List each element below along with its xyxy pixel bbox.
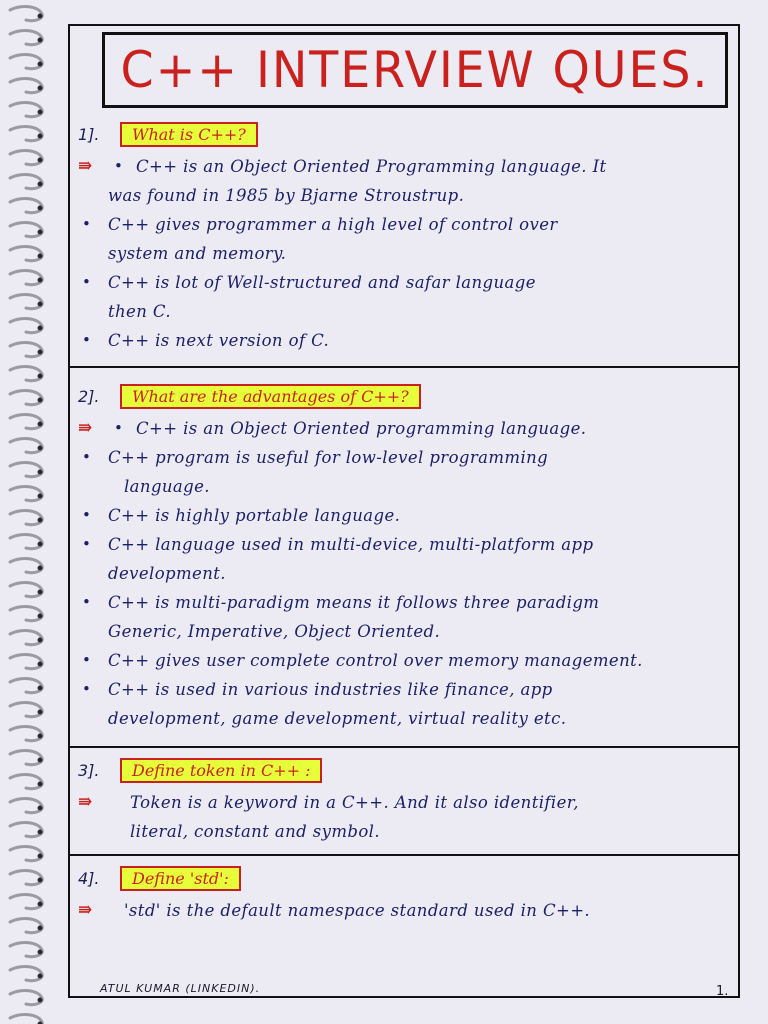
- spiral-hole: [38, 638, 43, 643]
- arrow-icon: ⇛: [78, 418, 93, 438]
- bullet-icon: •: [82, 331, 92, 349]
- spiral-ring: [10, 631, 42, 645]
- spiral-ring: [10, 1015, 42, 1024]
- spiral-ring: [10, 439, 42, 453]
- bullet-icon: •: [82, 506, 92, 524]
- question-number: 3].: [78, 760, 100, 780]
- spiral-hole: [38, 662, 43, 667]
- answer-line: • C++ gives user complete control over memory management.: [78, 646, 736, 675]
- spiral-hole: [38, 14, 43, 19]
- spiral-ring: [10, 7, 42, 21]
- spiral-ring: [10, 823, 42, 837]
- spiral-ring: [10, 247, 42, 261]
- spiral-ring: [10, 703, 42, 717]
- question-section-4: [78, 864, 736, 925]
- answer-line: • C++ is used in various industries like finance, app: [78, 675, 736, 704]
- answer-line: development.: [108, 564, 226, 583]
- spiral-ring: [10, 367, 42, 381]
- spiral-ring: [10, 583, 42, 597]
- spiral-hole: [38, 230, 43, 235]
- answer-line: • C++ is highly portable language.: [78, 501, 736, 530]
- spiral-hole: [38, 494, 43, 499]
- answer-line: ⇛ • C++ is an Object Oriented Programming language. It: [78, 152, 736, 181]
- answer-line: Generic, Imperative, Object Oriented.: [108, 622, 441, 641]
- bullet-icon: •: [82, 535, 92, 553]
- question-heading: [78, 382, 736, 410]
- bullet-icon: •: [82, 448, 92, 466]
- spiral-hole: [38, 302, 43, 307]
- spiral-ring: [10, 871, 42, 885]
- spiral-ring: [10, 727, 42, 741]
- spiral-hole: [38, 590, 43, 595]
- section-divider: [68, 746, 740, 748]
- spiral-ring: [10, 127, 42, 141]
- spiral-ring: [10, 343, 42, 357]
- spiral-hole: [38, 878, 43, 883]
- spiral-hole: [38, 998, 43, 1003]
- spiral-hole: [38, 422, 43, 427]
- spiral-ring: [10, 319, 42, 333]
- spiral-hole: [38, 830, 43, 835]
- spiral-hole: [38, 734, 43, 739]
- title-box: [102, 32, 728, 108]
- spiral-ring: [10, 511, 42, 525]
- question-number: 2].: [78, 386, 100, 406]
- question-heading: [78, 756, 736, 784]
- spiral-ring: [10, 895, 42, 909]
- spiral-ring: [10, 175, 42, 189]
- answer-line: ⇛ 'std' is the default namespace standard used in C++.: [78, 896, 736, 925]
- bullet-icon: •: [82, 273, 92, 291]
- spiral-hole: [38, 206, 43, 211]
- spiral-hole: [38, 782, 43, 787]
- spiral-hole: [38, 614, 43, 619]
- spiral-hole: [38, 854, 43, 859]
- page-number: 1.: [716, 984, 729, 999]
- spiral-ring: [10, 55, 42, 69]
- spiral-hole: [38, 110, 43, 115]
- spiral-hole: [38, 446, 43, 451]
- spiral-ring: [10, 967, 42, 981]
- question-heading: [78, 864, 736, 892]
- spiral-hole: [38, 134, 43, 139]
- section-divider: [68, 366, 740, 368]
- author-credit: ATUL KUMAR (LINKEDIN).: [100, 982, 261, 995]
- spiral-hole: [38, 374, 43, 379]
- spiral-ring: [10, 295, 42, 309]
- answer-line: system and memory.: [108, 244, 287, 263]
- answer-line: • C++ gives programmer a high level of control over: [78, 210, 736, 239]
- spiral-hole: [38, 254, 43, 259]
- answer-line: • C++ is multi-paradigm means it follows three paradigm: [78, 588, 736, 617]
- spiral-ring: [10, 463, 42, 477]
- spiral-ring: [10, 607, 42, 621]
- section-divider: [68, 854, 740, 856]
- answer-line: • C++ language used in multi-device, multi-platform app: [78, 530, 736, 559]
- spiral-ring: [10, 775, 42, 789]
- spiral-ring: [10, 751, 42, 765]
- question-section-2: [78, 382, 736, 733]
- spiral-ring: [10, 991, 42, 1005]
- spiral-ring: [10, 535, 42, 549]
- spiral-ring: [10, 391, 42, 405]
- spiral-hole: [38, 566, 43, 571]
- spiral-hole: [38, 158, 43, 163]
- spiral-hole: [38, 470, 43, 475]
- question-text: Define 'std':: [120, 866, 241, 891]
- spiral-hole: [38, 278, 43, 283]
- spiral-ring: [10, 679, 42, 693]
- answer-line: • C++ is next version of C.: [78, 326, 736, 355]
- spiral-ring: [10, 151, 42, 165]
- spiral-binding: [4, 0, 50, 1024]
- spiral-hole: [38, 326, 43, 331]
- page-title: C++ INTERVIEW QUES.: [120, 41, 710, 99]
- bullet-icon: •: [82, 680, 92, 698]
- arrow-icon: ⇛: [78, 156, 93, 176]
- question-number: 1].: [78, 124, 100, 144]
- answer-line: ⇛ • C++ is an Object Oriented programming language.: [78, 414, 736, 443]
- spiral-ring: [10, 655, 42, 669]
- spiral-ring: [10, 103, 42, 117]
- spiral-hole: [38, 542, 43, 547]
- question-text: What is C++?: [120, 122, 258, 147]
- spiral-hole: [38, 182, 43, 187]
- spiral-hole: [38, 86, 43, 91]
- bullet-icon: •: [82, 215, 92, 233]
- question-text: Define token in C++ :: [120, 758, 322, 783]
- spiral-hole: [38, 686, 43, 691]
- spiral-ring: [10, 943, 42, 957]
- spiral-ring: [10, 847, 42, 861]
- question-section-1: [78, 120, 736, 355]
- spiral-ring: [10, 799, 42, 813]
- answer-line: language.: [124, 477, 210, 496]
- bullet-icon: •: [82, 593, 92, 611]
- spiral-ring: [10, 199, 42, 213]
- answer-line: development, game development, virtual reality etc.: [108, 709, 567, 728]
- spiral-ring: [10, 223, 42, 237]
- question-section-3: [78, 756, 736, 846]
- answer-line: • C++ is lot of Well-structured and safar language: [78, 268, 736, 297]
- answer-line: was found in 1985 by Bjarne Stroustrup.: [108, 186, 465, 205]
- arrow-icon: ⇛: [78, 900, 93, 920]
- spiral-hole: [38, 518, 43, 523]
- spiral-hole: [38, 950, 43, 955]
- spiral-hole: [38, 758, 43, 763]
- spiral-ring: [10, 415, 42, 429]
- spiral-ring: [10, 79, 42, 93]
- spiral-hole: [38, 926, 43, 931]
- spiral-ring: [10, 559, 42, 573]
- spiral-ring: [10, 31, 42, 45]
- bullet-icon: •: [114, 157, 124, 175]
- question-number: 4].: [78, 868, 100, 888]
- bullet-icon: •: [114, 419, 124, 437]
- spiral-hole: [38, 62, 43, 67]
- spiral-ring: [10, 271, 42, 285]
- spiral-hole: [38, 974, 43, 979]
- question-text: What are the advantages of C++?: [120, 384, 421, 409]
- spiral-hole: [38, 710, 43, 715]
- question-heading: [78, 120, 736, 148]
- spiral-hole: [38, 806, 43, 811]
- answer-line: • C++ program is useful for low-level programming: [78, 443, 736, 472]
- answer-line: literal, constant and symbol.: [130, 822, 381, 841]
- spiral-ring: [10, 487, 42, 501]
- spiral-hole: [38, 902, 43, 907]
- arrow-icon: ⇛: [78, 792, 93, 812]
- spiral-hole: [38, 398, 43, 403]
- answer-line: ⇛ Token is a keyword in a C++. And it also identifier,: [78, 788, 736, 817]
- spiral-hole: [38, 350, 43, 355]
- answer-line: then C.: [108, 302, 171, 321]
- spiral-ring: [10, 919, 42, 933]
- bullet-icon: •: [82, 651, 92, 669]
- spiral-hole: [38, 38, 43, 43]
